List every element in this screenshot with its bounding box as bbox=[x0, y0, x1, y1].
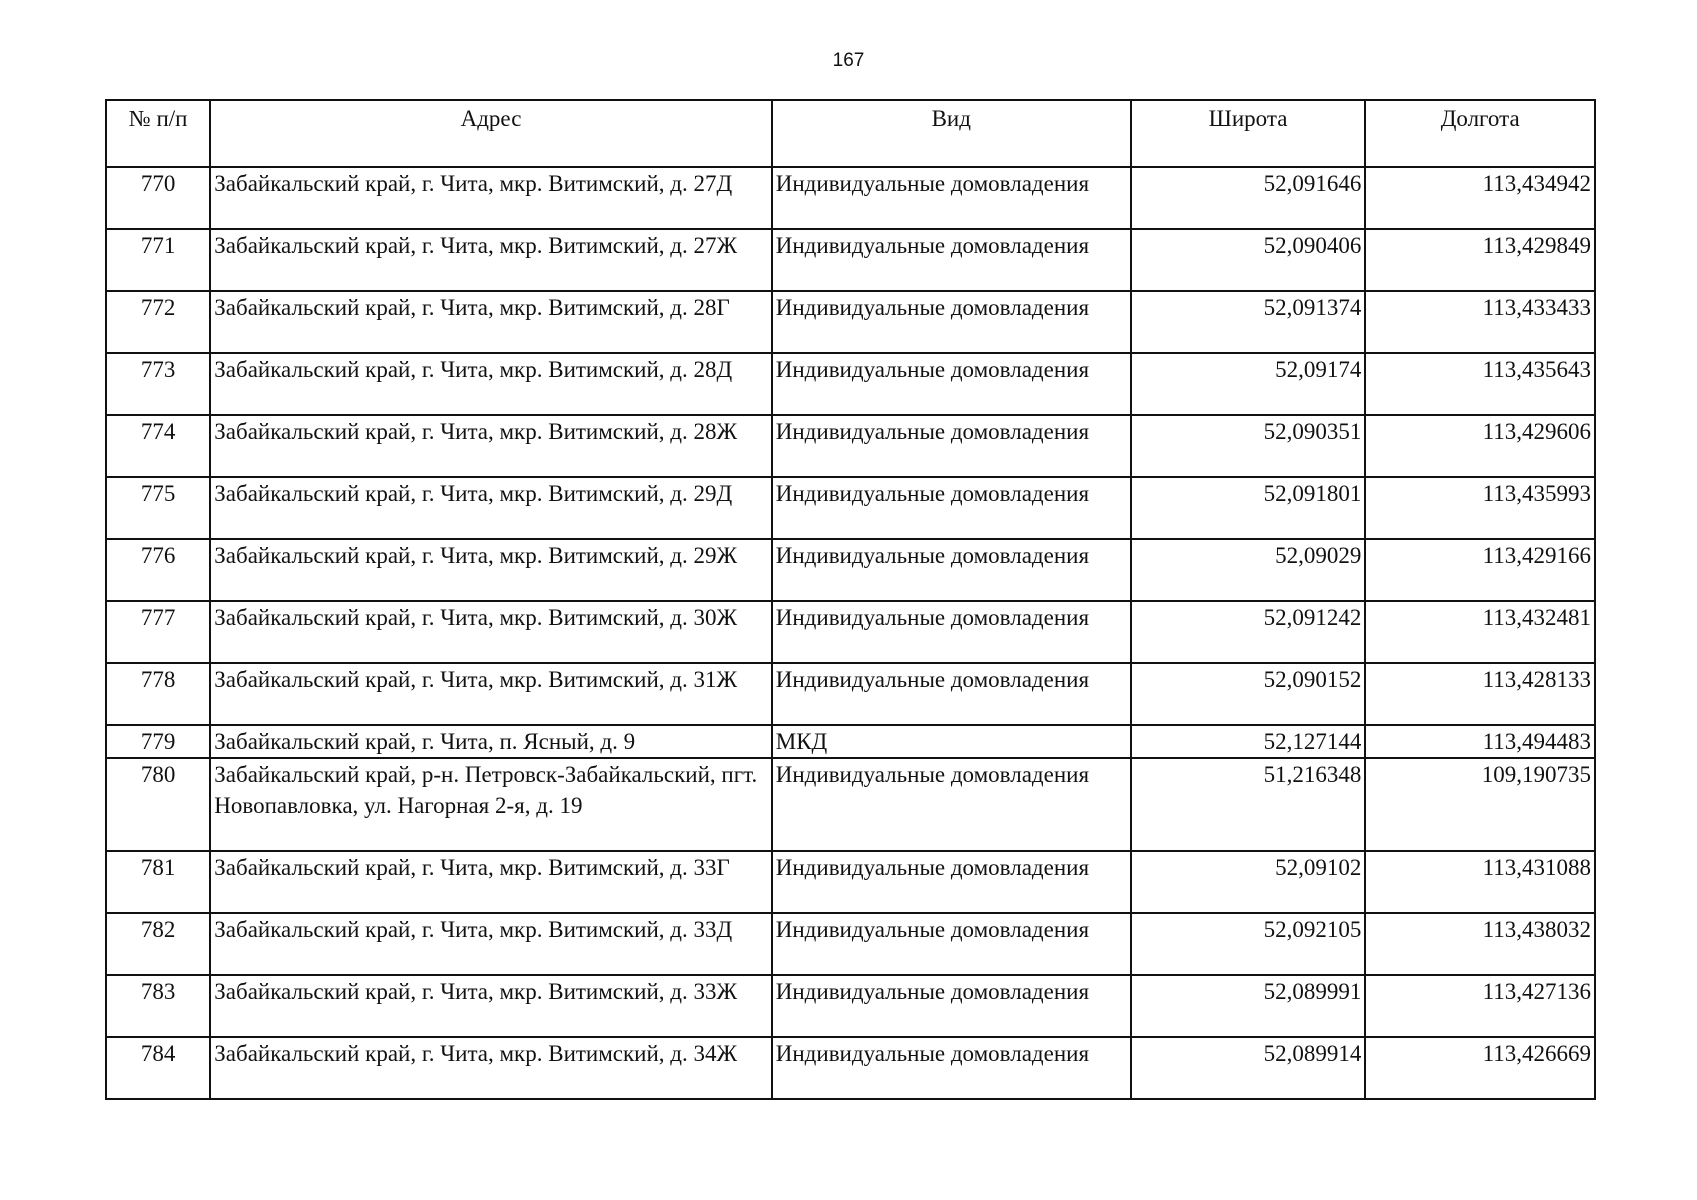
row-address: Забайкальский край, г. Чита, мкр. Витимский, д. 33Д bbox=[210, 913, 772, 975]
row-longitude: 113,432481 bbox=[1365, 601, 1595, 663]
row-type: Индивидуальные домовладения bbox=[772, 851, 1131, 913]
table-row bbox=[106, 229, 1595, 291]
row-num: 778 bbox=[106, 663, 210, 725]
row-type: Индивидуальные домовладения bbox=[772, 167, 1131, 229]
row-type: Индивидуальные домовладения bbox=[772, 229, 1131, 291]
row-type: Индивидуальные домовладения bbox=[772, 601, 1131, 663]
row-longitude: 113,494483 bbox=[1365, 725, 1595, 758]
address-table bbox=[105, 99, 1596, 1100]
row-address: Забайкальский край, г. Чита, мкр. Витимский, д. 34Ж bbox=[210, 1037, 772, 1099]
row-type: Индивидуальные домовладения bbox=[772, 758, 1131, 851]
table-row bbox=[106, 291, 1595, 353]
row-latitude: 52,09029 bbox=[1131, 539, 1366, 601]
table-row bbox=[106, 477, 1595, 539]
row-num: 773 bbox=[106, 353, 210, 415]
row-address: Забайкальский край, г. Чита, мкр. Витимский, д. 28Г bbox=[210, 291, 772, 353]
row-type: Индивидуальные домовладения bbox=[772, 663, 1131, 725]
row-latitude: 52,090351 bbox=[1131, 415, 1366, 477]
row-address: Забайкальский край, г. Чита, мкр. Витимский, д. 29Д bbox=[210, 477, 772, 539]
row-address: Забайкальский край, г. Чита, мкр. Витимский, д. 28Д bbox=[210, 353, 772, 415]
row-latitude: 52,090406 bbox=[1131, 229, 1366, 291]
table-row bbox=[106, 913, 1595, 975]
row-type: Индивидуальные домовладения bbox=[772, 975, 1131, 1037]
row-latitude: 52,091801 bbox=[1131, 477, 1366, 539]
row-longitude: 113,435643 bbox=[1365, 353, 1595, 415]
row-address: Забайкальский край, г. Чита, мкр. Витимский, д. 29Ж bbox=[210, 539, 772, 601]
table-row bbox=[106, 539, 1595, 601]
table-body bbox=[106, 167, 1595, 1099]
row-num: 783 bbox=[106, 975, 210, 1037]
row-address: Забайкальский край, г. Чита, мкр. Витимский, д. 33Ж bbox=[210, 975, 772, 1037]
table-row bbox=[106, 975, 1595, 1037]
row-num: 774 bbox=[106, 415, 210, 477]
row-num: 780 bbox=[106, 758, 210, 851]
row-address: Забайкальский край, г. Чита, мкр. Витимский, д. 30Ж bbox=[210, 601, 772, 663]
table-row bbox=[106, 725, 1595, 758]
header-longitude: Долгота bbox=[1365, 100, 1595, 167]
row-type: Индивидуальные домовладения bbox=[772, 415, 1131, 477]
row-longitude: 113,431088 bbox=[1365, 851, 1595, 913]
table-header-row bbox=[106, 100, 1595, 167]
row-latitude: 52,091242 bbox=[1131, 601, 1366, 663]
row-type: Индивидуальные домовладения bbox=[772, 291, 1131, 353]
table-row bbox=[106, 601, 1595, 663]
header-latitude: Широта bbox=[1131, 100, 1366, 167]
row-longitude: 113,435993 bbox=[1365, 477, 1595, 539]
row-longitude: 113,434942 bbox=[1365, 167, 1595, 229]
row-latitude: 52,089991 bbox=[1131, 975, 1366, 1037]
row-longitude: 113,427136 bbox=[1365, 975, 1595, 1037]
header-type: Вид bbox=[772, 100, 1131, 167]
row-address: Забайкальский край, р-н. Петровск-Забайкальский, пгт. Новопавловка, ул. Нагорная 2-я, д. 19 bbox=[210, 758, 772, 851]
row-address: Забайкальский край, г. Чита, мкр. Витимский, д. 33Г bbox=[210, 851, 772, 913]
row-address: Забайкальский край, г. Чита, п. Ясный, д. 9 bbox=[210, 725, 772, 758]
table-row bbox=[106, 851, 1595, 913]
row-longitude: 113,429166 bbox=[1365, 539, 1595, 601]
row-num: 784 bbox=[106, 1037, 210, 1099]
row-longitude: 113,429606 bbox=[1365, 415, 1595, 477]
table-row bbox=[106, 167, 1595, 229]
row-address: Забайкальский край, г. Чита, мкр. Витимский, д. 28Ж bbox=[210, 415, 772, 477]
row-address: Забайкальский край, г. Чита, мкр. Витимский, д. 27Ж bbox=[210, 229, 772, 291]
row-longitude: 113,426669 bbox=[1365, 1037, 1595, 1099]
row-latitude: 52,090152 bbox=[1131, 663, 1366, 725]
header-address: Адрес bbox=[210, 100, 772, 167]
row-type: Индивидуальные домовладения bbox=[772, 1037, 1131, 1099]
row-type: Индивидуальные домовладения bbox=[772, 913, 1131, 975]
row-address: Забайкальский край, г. Чита, мкр. Витимский, д. 31Ж bbox=[210, 663, 772, 725]
row-num: 782 bbox=[106, 913, 210, 975]
row-num: 779 bbox=[106, 725, 210, 758]
table-row bbox=[106, 663, 1595, 725]
row-longitude: 113,428133 bbox=[1365, 663, 1595, 725]
row-type: Индивидуальные домовладения bbox=[772, 477, 1131, 539]
row-latitude: 51,216348 bbox=[1131, 758, 1366, 851]
row-latitude: 52,092105 bbox=[1131, 913, 1366, 975]
header-num: № п/п bbox=[106, 100, 210, 167]
table-row bbox=[106, 758, 1595, 851]
table-row bbox=[106, 415, 1595, 477]
row-address: Забайкальский край, г. Чита, мкр. Витимский, д. 27Д bbox=[210, 167, 772, 229]
row-num: 770 bbox=[106, 167, 210, 229]
row-latitude: 52,091646 bbox=[1131, 167, 1366, 229]
row-num: 775 bbox=[106, 477, 210, 539]
row-type: МКД bbox=[772, 725, 1131, 758]
row-longitude: 109,190735 bbox=[1365, 758, 1595, 851]
row-num: 781 bbox=[106, 851, 210, 913]
row-type: Индивидуальные домовладения bbox=[772, 539, 1131, 601]
row-num: 777 bbox=[106, 601, 210, 663]
row-type: Индивидуальные домовладения bbox=[772, 353, 1131, 415]
row-longitude: 113,433433 bbox=[1365, 291, 1595, 353]
row-latitude: 52,09102 bbox=[1131, 851, 1366, 913]
page-number: 167 bbox=[832, 50, 865, 71]
table-row bbox=[106, 353, 1595, 415]
row-latitude: 52,091374 bbox=[1131, 291, 1366, 353]
row-latitude: 52,127144 bbox=[1131, 725, 1366, 758]
table-row bbox=[106, 1037, 1595, 1099]
row-latitude: 52,09174 bbox=[1131, 353, 1366, 415]
row-longitude: 113,429849 bbox=[1365, 229, 1595, 291]
row-num: 776 bbox=[106, 539, 210, 601]
row-num: 772 bbox=[106, 291, 210, 353]
row-latitude: 52,089914 bbox=[1131, 1037, 1366, 1099]
row-num: 771 bbox=[106, 229, 210, 291]
row-longitude: 113,438032 bbox=[1365, 913, 1595, 975]
